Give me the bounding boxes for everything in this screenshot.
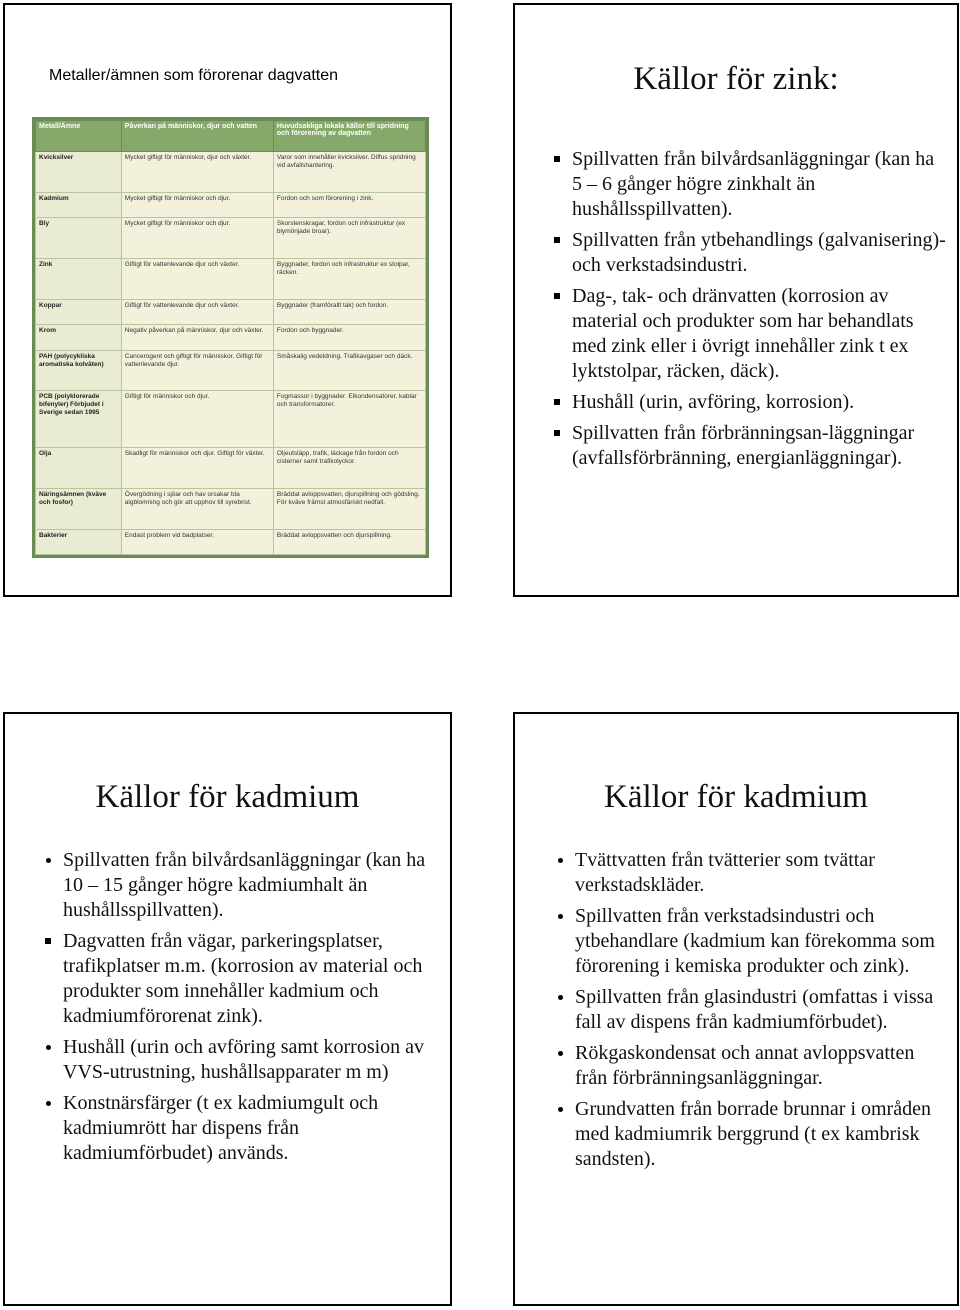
table-cell: Byggnader (framförallt tak) och fordon. (273, 299, 425, 324)
table-cell: Endast problem vid badplatser. (121, 529, 273, 554)
table-row (36, 391, 426, 447)
table-row (36, 488, 426, 529)
round-bullet-icon (553, 1097, 567, 1112)
round-bullet-icon (553, 1041, 567, 1056)
table-cell: Bräddat avloppsvatten, djurspillning och gödsling. För kväve främst atmosfäriskt nedfall. (273, 488, 425, 529)
table-cell: Negativ påverkan på människor, djur och växter. (121, 325, 273, 350)
table-cell: Kadmium (36, 192, 122, 217)
table-cell: Oljeutsläpp, trafik, läckage från fordon och cisterner samt trafikolyckor. (273, 447, 425, 488)
bullet-item (572, 390, 947, 415)
bullet-text: Spillvatten från glasindustri (omfattas i vissa fall av dispens från kadmiumförbudet). (575, 986, 934, 1033)
round-bullet-icon (41, 1035, 55, 1050)
slide-zink-sources (513, 3, 959, 597)
table-cell: Bräddat avloppsvatten och djurspillning. (273, 529, 425, 554)
bullet-item (63, 848, 433, 923)
metals-table (35, 120, 426, 555)
square-bullet-icon (550, 228, 564, 243)
bullet-text: Spillvatten från verkstadsindustri och ytbehandlare (kadmium kan förekomma som förorening i kemiska produkter och zink). (575, 905, 935, 977)
bullet-list (572, 147, 947, 477)
table-cell: Fogmassor i byggnader. Elkondensatorer, kablar och transformatorer. (273, 391, 425, 447)
slide-kadmium-sources-2 (513, 712, 959, 1306)
table-cell: Giftigt för vattenlevande djur och växter. (121, 259, 273, 300)
round-bullet-icon (41, 848, 55, 863)
table-cell: Skadligt för människor och djur. Giftigt för växter. (121, 447, 273, 488)
slide-metals-table (3, 3, 452, 597)
bullet-item (63, 1091, 433, 1166)
square-bullet-icon (550, 421, 564, 436)
table-cell: Giftigt för människor och djur. (121, 391, 273, 447)
table-row (36, 299, 426, 324)
table-cell: Krom (36, 325, 122, 350)
table-cell: Koppar (36, 299, 122, 324)
bullet-text: Hushåll (urin, avföring, korrosion). (572, 391, 855, 413)
bullet-item (575, 848, 940, 898)
round-bullet-icon (553, 985, 567, 1000)
bullet-text: Hushåll (urin och avföring samt korrosion av VVS-utrustning, hushållsapparater m m) (63, 1036, 425, 1083)
table-cell: Mycket giftigt för människor och djur. (121, 218, 273, 259)
slide-heading: Metaller/ämnen som förorenar dagvatten (49, 67, 339, 84)
bullet-list (63, 848, 433, 1172)
table-header-row (36, 121, 426, 152)
round-bullet-icon (553, 848, 567, 863)
table-row (36, 447, 426, 488)
table-cell: Cancerogent och giftigt för människor. Giftigt för vattenlevande djur. (121, 350, 273, 391)
bullet-item (572, 228, 947, 278)
bullet-text: Spillvatten från bilvårdsanläggningar (kan ha 10 – 15 gånger högre kadmiumhalt än hushållsspillvatten). (63, 849, 426, 921)
slide-kadmium-sources-1 (3, 712, 452, 1306)
table-cell: PCB (polyklorerade bifenyler) Förbjudet i Sverige sedan 1995 (36, 391, 122, 447)
square-bullet-icon (550, 147, 564, 162)
table-header-cell: Metall/Ämne (36, 121, 122, 152)
square-bullet-icon (550, 390, 564, 405)
bullet-item (575, 1097, 940, 1172)
table-header-cell: Påverkan på människor, djur och vatten (121, 121, 273, 152)
table-cell: Övergödning i sjöar och hav orsakar bla algblomning och gör att upphov till syrebrist. (121, 488, 273, 529)
bullet-text: Dagvatten från vägar, parkeringsplatser, trafikplatser m.m. (korrosion av material och produkter som innehåller kadmium och kadmiumförorenat zink). (63, 930, 423, 1027)
table-row (36, 350, 426, 391)
table-cell: Varor som innehåller kvicksilver. Diffus spridning vid avfallshantering. (273, 152, 425, 193)
table-row (36, 259, 426, 300)
table-row (36, 529, 426, 554)
bullet-item (575, 985, 940, 1035)
bullet-list (575, 848, 940, 1178)
bullet-text: Tvättvatten från tvätterier som tvättar verkstadskläder. (575, 849, 875, 896)
table-row (36, 192, 426, 217)
bullet-item (63, 1035, 433, 1085)
table-cell: Skorstenskragar, fordon och infrastruktur (ex blymönjade broar). (273, 218, 425, 259)
square-bullet-icon (550, 284, 564, 299)
table-cell: Bakterier (36, 529, 122, 554)
bullet-text: Spillvatten från ytbehandlings (galvanisering)- och verkstadsindustri. (572, 229, 946, 276)
table-cell: Näringsämnen (kväve och fosfor) (36, 488, 122, 529)
table-cell: Mycket giftigt för människor och djur. (121, 192, 273, 217)
table-cell: Olja (36, 447, 122, 488)
table-row (36, 218, 426, 259)
bullet-item (572, 421, 947, 471)
slide-title: Källor för kadmium (604, 779, 868, 815)
square-bullet-icon (41, 929, 55, 944)
metals-table-image (32, 117, 429, 558)
bullet-item (575, 904, 940, 979)
bullet-item (572, 147, 947, 222)
table-cell: Giftigt för vattenlevande djur och växter. (121, 299, 273, 324)
table-row (36, 325, 426, 350)
table-cell: Fordon och byggnader. (273, 325, 425, 350)
bullet-text: Spillvatten från bilvårdsanläggningar (kan ha 5 – 6 gånger högre zinkhalt än hushållsspillvatten). (572, 148, 935, 220)
table-cell: PAH (polycykliska aromatiska kolväten) (36, 350, 122, 391)
table-header-cell: Huvudsakliga lokala källor till spridning och förorening av dagvatten (273, 121, 425, 152)
table-cell: Småskalig vedeldning. Trafikavgaser och däck. (273, 350, 425, 391)
table-cell: Fordon och som förorening i zink. (273, 192, 425, 217)
table-cell: Bly (36, 218, 122, 259)
table-cell: Kvicksilver (36, 152, 122, 193)
bullet-text: Rökgaskondensat och annat avloppsvatten från förbränningsanläggningar. (575, 1042, 915, 1089)
round-bullet-icon (553, 904, 567, 919)
table-row (36, 152, 426, 193)
round-bullet-icon (41, 1091, 55, 1106)
bullet-text: Konstnärsfärger (t ex kadmiumgult och kadmiumrött har dispens från kadmiumförbudet) används. (63, 1092, 379, 1164)
table-cell: Byggnader, fordon och infrastruktur ex stolpar, räcken. (273, 259, 425, 300)
table-cell: Mycket giftigt för människor, djur och växter. (121, 152, 273, 193)
slide-title: Källor för zink: (633, 61, 839, 97)
bullet-item (572, 284, 947, 384)
slide-title: Källor för kadmium (95, 779, 360, 815)
bullet-item (63, 929, 433, 1029)
bullet-text: Dag-, tak- och dränvatten (korrosion av material och produkter som har behandlats med zink eller i övrigt innehåller zink t ex lyktstolpar, räcken, däck). (572, 285, 914, 382)
bullet-text: Spillvatten från förbränningsan-läggningar (avfallsförbränning, energianläggningar). (572, 422, 915, 469)
table-cell: Zink (36, 259, 122, 300)
bullet-item (575, 1041, 940, 1091)
bullet-text: Grundvatten från borrade brunnar i områden med kadmiumrik berggrund (t ex kambrisk sandsten). (575, 1098, 931, 1170)
